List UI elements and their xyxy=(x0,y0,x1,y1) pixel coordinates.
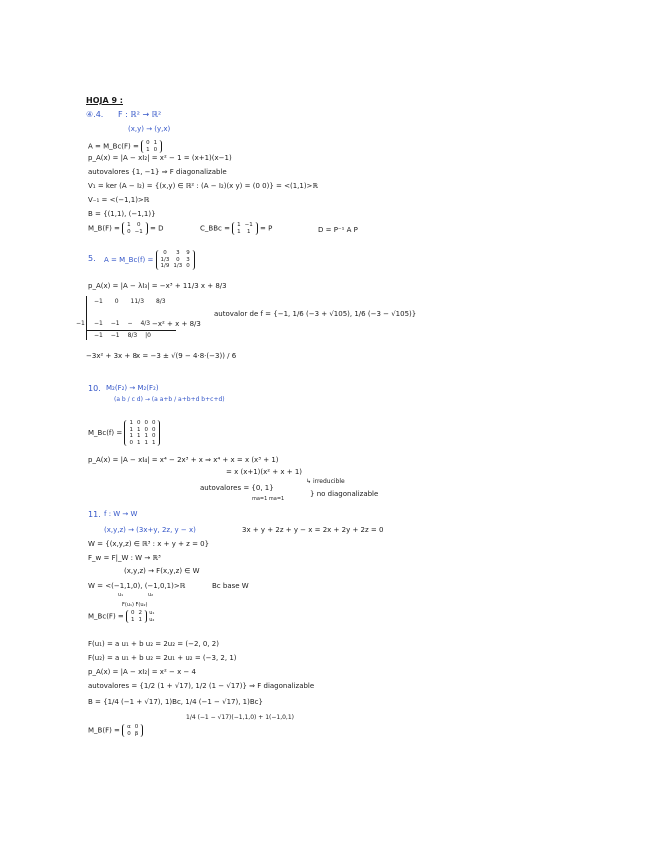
ex11-fw: F_w = F|_W : W → ℝ³ xyxy=(88,554,161,562)
ex4-label: ④.4. xyxy=(86,110,104,119)
ruffini-row-3: −1 −1 8/3 |0 xyxy=(94,332,151,339)
ex5-charpoly: p_A(x) = |A − λI₃| = −x³ + 11/3 x + 8/3 xyxy=(88,282,227,290)
ex10-charpoly: p_A(x) = |A − xI₄| = x⁴ − 2x³ + x ⇒ x⁴ + x = x (x³ + 1) xyxy=(88,456,279,464)
ex11-basis: B = {1/4 (−1 + √17), 1)Bc, 1/4 (−1 − √17), 1)Bc} xyxy=(88,698,263,706)
ex11-charpoly: p_A(x) = |A − xI₂| = x² − x − 4 xyxy=(88,668,196,676)
ruffini-horizontal-line xyxy=(86,330,176,331)
ex10-label: 10. xyxy=(88,384,101,393)
ex4-matrix-eq: A = M_Bc(F) = 0 1 1 0 xyxy=(88,140,162,153)
ex4-d-eq: D = P⁻¹ A P xyxy=(318,226,358,234)
ex4-matrix: 0 1 1 0 xyxy=(141,140,162,153)
ruffini-vertical-line xyxy=(86,296,87,340)
ex11-rule: (x,y,z) → (3x+y, 2z, y − x) xyxy=(104,526,196,534)
page-title: HOJA 9 : xyxy=(86,96,123,105)
ex11-u2: u₂ xyxy=(148,592,154,598)
ruffini-quotient: −x² + x + 8/3 xyxy=(152,320,201,328)
ex10-not-diag: } no diagonalizable xyxy=(310,490,379,498)
ex4-mb-matrix: 1 0 0 −1 xyxy=(122,222,148,235)
ex10-matrix: 1 0 0 0 1 1 0 0 1 1 1 0 0 1 1 1 xyxy=(124,420,160,446)
ex11-eigen: autovalores = {1/2 (1 + √17), 1/2 (1 − √17)} ⇒ F diagonalizable xyxy=(88,682,315,690)
ex11-final: M_B(F) = α 0 0 β xyxy=(88,724,143,737)
ex11-check: 3x + y + 2z + y − x = 2x + 2y + 2z = 0 xyxy=(242,526,384,534)
ex11-f-u1: F(u₁) = a u₁ + b u₂ = 2u₂ = (−2, 0, 2) xyxy=(88,640,219,648)
ex11-w-span: W = <(−1,1,0), (−1,0,1)>ℝ xyxy=(88,582,186,590)
ruffini-root: −1 xyxy=(76,320,85,327)
ex11-final-matrix: α 0 0 β xyxy=(122,724,143,737)
ex5-quad: −3x² + 3x + 8 xyxy=(86,352,137,360)
ruffini-row-1: −1 0 11/3 8/3 xyxy=(94,298,166,305)
ex11-label: 11. xyxy=(88,510,101,519)
ex10-map: M₂(F₂) → M₂(F₂) xyxy=(106,384,159,392)
ex5-matrix-eq: A = M_Bc(f) = 0 3 9 1/3 0 3 1/9 1/3 0 xyxy=(104,250,195,270)
ex10-eigen: autovalores = {0, 1} xyxy=(200,484,274,492)
ex10-mult: ma=1 ma=1 xyxy=(252,496,285,502)
ex5-eigen: autovalor de f = {−1, 1/6 (−3 + √105), 1/6 (−3 − √105)} xyxy=(214,310,417,318)
ex11-u1: u₁ xyxy=(118,592,124,598)
ex4-basis: B = {(1,1), (−1,1)} xyxy=(88,210,156,218)
ex4-map: F : ℝ² → ℝ² xyxy=(118,110,162,119)
ex11-mb-cols: F(u₁) F(u₂) xyxy=(122,602,148,608)
ex5-root: x = −3 ± √(9 − 4·8·(−3)) / 6 xyxy=(136,352,237,360)
ex4-cbbc-matrix: 1 −1 1 1 xyxy=(232,222,258,235)
ex5-matrix: 0 3 9 1/3 0 3 1/9 1/3 0 xyxy=(156,250,195,270)
ruffini-row-2: −1 −1 − 4/3 xyxy=(94,320,151,327)
ex10-factor: = x (x+1)(x² + x + 1) xyxy=(226,468,303,476)
ex4-charpoly: p_A(x) = |A − xI₂| = x² − 1 = (x+1)(x−1) xyxy=(88,154,232,162)
ex11-map: f : W → W xyxy=(104,510,138,518)
ex11-bc: Bc base W xyxy=(212,582,249,590)
ex4-mb: M_B(F) = 1 0 0 −1 = D xyxy=(88,222,164,235)
ex5-label: 5. xyxy=(88,254,96,263)
ex11-mb: M_Bc(F) = 0 2 1 1 u₁ u₂ xyxy=(88,610,155,623)
ex11-w-def: W = {(x,y,z) ∈ ℝ³ : x + y + z = 0} xyxy=(88,540,210,548)
ex11-f-u2: F(u₂) = a u₁ + b u₂ = 2u₁ + u₂ = (−3, 2, 1) xyxy=(88,654,237,662)
ex10-rule: (a b / c d) → (a a+b / a+b+d b+c+d) xyxy=(114,396,225,403)
ex11-mb-matrix: 0 2 1 1 xyxy=(126,610,147,623)
ex4-rule: (x,y) → (y,x) xyxy=(128,125,171,133)
ex10-matrix-eq: M_Bc(f) = 1 0 0 0 1 1 0 0 1 1 1 0 0 1 1 1 xyxy=(88,420,160,446)
ex4-v1: V₁ = ker (A − I₂) = {(x,y) ∈ ℝ² : (A − I₂)(x y) = (0 0)} = <(1,1)>ℝ xyxy=(88,182,318,190)
ex4-vm1: V₋₁ = <(−1,1)>ℝ xyxy=(88,196,150,204)
ex4-eigen: autovalores {1, −1} ⇒ F diagonalizable xyxy=(88,168,227,176)
ex11-basis2: 1/4 (−1 − √17)(−1,1,0) + 1(−1,0,1) xyxy=(186,714,294,721)
ex10-irreducible: ↳ irreducible xyxy=(306,478,345,485)
ex11-fw-rule: (x,y,z) → F(x,y,z) ∈ W xyxy=(124,567,200,575)
ex4-cbbc: C_BBc = 1 −1 1 1 = P xyxy=(200,222,273,235)
